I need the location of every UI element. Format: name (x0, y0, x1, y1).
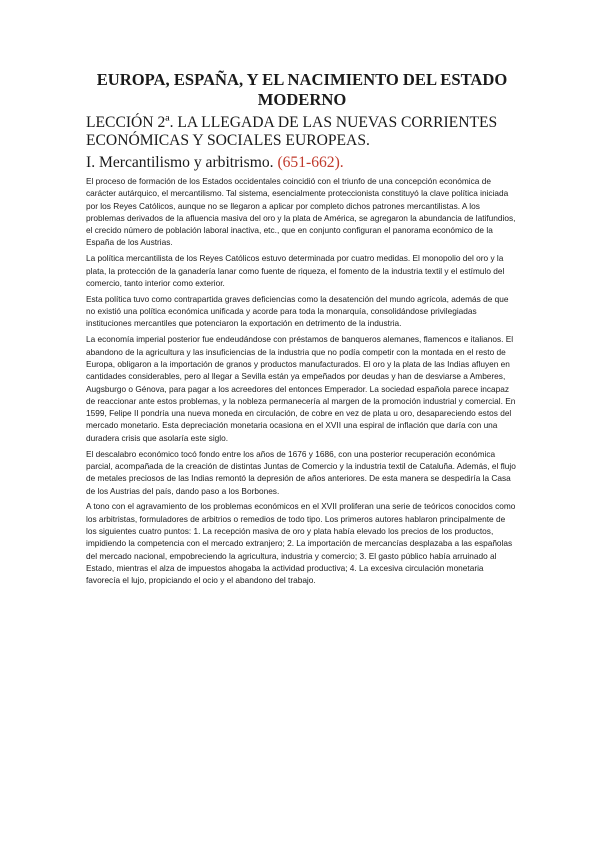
document-title: EUROPA, ESPAÑA, Y EL NACIMIENTO DEL ESTADO MODERNO (96, 70, 508, 109)
section-heading-text: I. Mercantilismo y arbitrismo. (86, 154, 274, 171)
section-heading (86, 154, 518, 172)
paragraph: La economía imperial posterior fue endeudándose con préstamos de banqueros alemanes, flamencos e italianos. El abandono de la agricultura y las insuficiencias de la industria que no podía competir con la montada en el resto de Europa, obligaron a la importación de granos y productos manufacturados. El oro y la plata de las Indias afluyen en cantidades considerables, pero al llegar a Sevilla están ya empeñados por deudas y han de desviarse a Amberes, Augsburgo o Génova, para pagar a los acreedores del entonces Emperador. La sociedad española parece incapaz de reaccionar ante estos problemas, y la nobleza permanecería al margen de la promoción industrial y comercial. En 1599, Felipe II pondría una nueva moneda en circulación, de cobre en vez de plata u oro, desapareciendo estos del mercado monetario. Esta depreciación monetaria ocasiona en el XVII una espiral de inflación que daría con una duradera crisis que asolaría este siglo. (86, 334, 516, 443)
page-content (86, 70, 518, 590)
lesson-heading: LECCIÓN 2ª. LA LLEGADA DE LAS NUEVAS CORRIENTES ECONÓMICAS Y SOCIALES EUROPEAS. (86, 114, 498, 149)
paragraph: La política mercantilista de los Reyes Católicos estuvo determinada por cuatro medidas. El monopolio del oro y la plata, la protección de la ganadería lanar como fuente de riqueza, el fomento de la industria textil y el estímulo del comercio, tanto interior como exterior. (86, 253, 505, 288)
paragraph: A tono con el agravamiento de los problemas económicos en el XVII proliferan una serie de teóricos conocidos como los arbitristas, formuladores de arbitrios o remedios de todo tipo. Los primeros autores hablaron principalmente de los siguientes cuatro puntos: 1. La recepción masiva de oro y plata había elevado los precios de los productos, impidiendo la competencia con el mercado extranjero; 2. La importación de mercancías desplazaba a las españolas del mercado nacional, empobreciendo la agricultura, industria y comercio; 3. El gasto público había arruinado al Estado, mientras el alza de impuestos ahogaba la actividad productiva; 4. La excesiva circulación monetaria favorecía el lujo, propiciando el ocio y el abandono del trabajo. (86, 501, 516, 586)
paragraph: Esta política tuvo como contrapartida graves deficiencias como la desatención del mundo agrícola, además de que no existió una política económica unificada y acorde para toda la monarquía, consolidándose privilegiadas instituciones mercantiles que potenciaron la exportación en detrimento de la industria. (86, 293, 509, 329)
paragraph: El proceso de formación de los Estados occidentales coincidió con el triunfo de una concepción económica de carácter autárquico, el mercantilismo. Tal sistema, esencialmente proteccionista constituyó la clave política iniciada por los Reyes Católicos, aunque no se llegaron a aplicar por completo dichos patrones mercantilistas. A los problemas derivados de la afluencia masiva del oro y la plata de América, se agregaron la abundancia de latifundios, el crecido número de población laboral inactiva, etc., que en conjunto configuran el panorama económico de la España de los Austrias. (86, 176, 516, 248)
paragraph: El descalabro económico tocó fondo entre los años de 1676 y 1686, con una posterior recuperación económica parcial, acompañada de la creación de distintas Juntas de Comercio y la industria textil de Cataluña. Además, el flujo de metales preciosos de las Indias remontó la depresión de años anteriores. De esta manera se despediría la Casa de los Austrias del país, dando paso a los Borbones. (86, 448, 516, 496)
section-page-range: (651-662). (277, 154, 344, 171)
